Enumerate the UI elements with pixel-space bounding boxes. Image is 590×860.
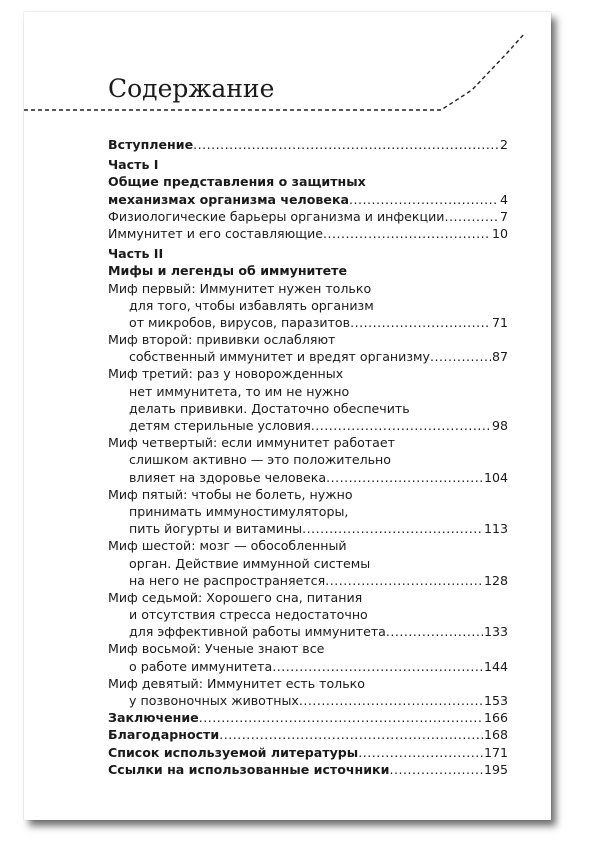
toc-entry-text: Миф восьмой: Ученые знают все [108, 641, 325, 657]
page-number: 153 [483, 693, 508, 708]
toc-entry [108, 208, 508, 225]
toc-entry-text: Миф седьмой: Хорошего сна, питания [108, 589, 363, 605]
toc-entry-text: Иммунитет и его составляющие [108, 225, 324, 241]
toc-entry [108, 726, 508, 743]
page-number: 4 [499, 191, 508, 207]
toc-entry-text: Часть II [108, 246, 164, 262]
toc-entry [108, 692, 508, 709]
page-number: 10 [491, 225, 508, 241]
dot-leader [430, 348, 491, 365]
page-number: 144 [483, 658, 508, 674]
toc-entry [108, 555, 508, 572]
toc-entry-text: Миф шестой: мозг — обособленный [108, 538, 347, 554]
toc-entry [108, 262, 508, 279]
dot-leader [350, 314, 491, 331]
toc-entry-text: Вступление [108, 137, 194, 152]
toc-entry [108, 136, 508, 153]
toc-entry-text: Часть I [108, 157, 159, 173]
toc-entry [108, 572, 508, 589]
toc-entry [108, 761, 508, 778]
page-number: 171 [483, 744, 508, 760]
dot-leader [386, 623, 483, 640]
dot-leader [311, 417, 491, 434]
toc-entry-text: Миф девятый: Иммунитет есть только [108, 675, 365, 691]
page-number: 128 [483, 572, 508, 588]
page-number: 195 [483, 761, 508, 777]
dot-leader [219, 726, 483, 743]
toc-entry-text: механизмах организма человека [108, 191, 349, 207]
toc-entry [108, 640, 508, 657]
toc-entry [108, 709, 508, 726]
toc-entry [108, 400, 508, 417]
toc-entry [108, 348, 508, 365]
toc-entry-text: Миф пятый: чтобы не болеть, нужно [108, 486, 353, 502]
toc-entry [108, 173, 508, 190]
decorative-dashed-rule [24, 12, 551, 122]
toc-entry-text: Заключение [108, 710, 199, 726]
book-page [24, 12, 551, 820]
toc-entry-text: для эффективной работы иммунитета [129, 624, 386, 640]
toc-entry-text: о работе иммунитета [129, 658, 273, 674]
dot-leader [389, 761, 483, 778]
page-title: Содержание [108, 74, 275, 103]
toc-entry [108, 280, 508, 297]
page-number: 98 [491, 418, 508, 433]
dot-leader [193, 136, 499, 153]
toc-entry [108, 245, 508, 262]
toc-entry-text: Миф первый: Иммунитет нужен только [108, 280, 372, 296]
toc-entry [108, 297, 508, 314]
toc-entry [108, 383, 508, 400]
toc-entry-text: для того, чтобы избавлять организм [129, 297, 374, 313]
dot-leader [349, 191, 499, 208]
toc-entry-text: Миф четвертый: если иммунитет работает [108, 435, 395, 451]
toc-entry-text: слишком активно — это положительно [129, 452, 391, 468]
toc-entry [108, 503, 508, 520]
toc-entry-text: у позвоночных животных [129, 693, 299, 708]
toc-entry [108, 537, 508, 554]
toc-entry-text: и отсутствия стресса недостаточно [129, 607, 368, 623]
toc-entry [108, 331, 508, 348]
toc-entry-text: влияет на здоровье человека [129, 469, 327, 485]
dot-leader [272, 658, 483, 675]
toc-entry [108, 675, 508, 692]
toc-entry-text: Миф второй: прививки ослабляют [108, 332, 336, 348]
toc-entry-text: Ссылки на использованные источники [108, 761, 390, 777]
toc-entry-text: от микробов, вирусов, паразитов [129, 314, 351, 330]
toc-entry [108, 623, 508, 640]
page-number: 7 [499, 208, 508, 224]
toc-entry-text: нет иммунитета, то им не нужно [129, 383, 350, 399]
toc-entry [108, 365, 508, 382]
dot-leader [325, 572, 483, 589]
toc-entry-text: принимать иммуностимуляторы, [129, 503, 349, 519]
toc-entry [108, 589, 508, 606]
page-number: 113 [483, 521, 508, 537]
table-of-contents [108, 136, 508, 778]
toc-entry [108, 191, 508, 208]
toc-entry-text: Мифы и легенды об иммунитете [108, 263, 348, 279]
toc-entry [108, 658, 508, 675]
page-number: 87 [491, 349, 508, 365]
toc-entry-text: Физиологические барьеры организма и инфекции [108, 208, 445, 224]
toc-entry-text: делать прививки. Достаточно обеспечить [129, 400, 410, 416]
toc-entry-text: Благодарности [108, 727, 220, 743]
toc-entry [108, 606, 508, 623]
toc-entry-text: орган. Действие иммунной системы [129, 555, 371, 571]
toc-entry [108, 417, 508, 434]
page-number: 104 [483, 469, 508, 485]
toc-entry [108, 156, 508, 173]
toc-entry [108, 434, 508, 451]
page-number: 2 [499, 137, 508, 152]
dot-leader [444, 208, 499, 225]
toc-entry-text: на него не распространяется [129, 572, 326, 588]
toc-entry-text: Общие представления о защитных [108, 174, 366, 190]
toc-entry [108, 486, 508, 503]
page-number: 166 [483, 710, 508, 726]
toc-entry-text: собственный иммунитет и вредят организму [129, 349, 430, 365]
dot-leader [326, 469, 483, 486]
toc-entry-text: Список используемой литературы [108, 744, 359, 760]
toc-entry [108, 469, 508, 486]
page-number: 71 [491, 314, 508, 330]
toc-entry [108, 744, 508, 761]
toc-entry-text: детям стерильные условия [129, 418, 311, 433]
toc-entry [108, 451, 508, 468]
dot-leader [302, 520, 483, 537]
dot-leader [199, 709, 483, 726]
toc-entry-text: Миф третий: раз у новорожденных [108, 366, 344, 382]
toc-entry [108, 520, 508, 537]
toc-entry-text: пить йогурты и витамины [129, 521, 303, 537]
dot-leader [299, 692, 483, 709]
toc-entry [108, 225, 508, 242]
page-number: 133 [483, 624, 508, 640]
dot-leader [358, 744, 483, 761]
toc-entry [108, 314, 508, 331]
page-number: 168 [483, 727, 508, 743]
dot-leader [323, 225, 491, 242]
